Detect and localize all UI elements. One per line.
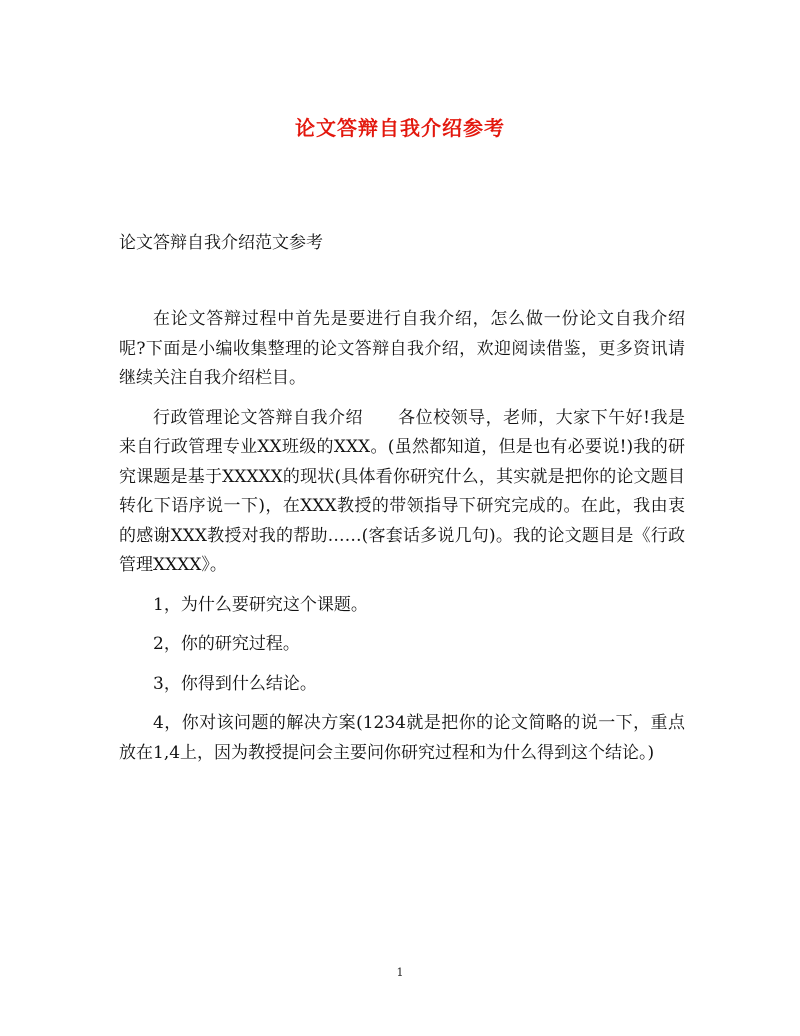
list-item: 1，为什么要研究这个课题。 bbox=[153, 594, 368, 615]
page-number: 1 bbox=[396, 966, 404, 979]
list-item: 3，你得到什么结论。 bbox=[153, 673, 317, 694]
list-item: 2，你的研究过程。 bbox=[153, 634, 300, 654]
list-item: 4，你对该问题的解决方案(1234就是把你的论文简略的说一下，重点放在1,4上，因为教授提问会主要问你研究过程和为什么得到这个结论。) bbox=[119, 713, 685, 763]
document-subtitle: 论文答辩自我介绍范文参考 bbox=[119, 233, 323, 253]
document-title: 论文答辩自我介绍参考 bbox=[295, 116, 505, 140]
self-introduction-paragraph: 行政管理论文答辩自我介绍 各位校领导，老师，大家下午好!我是来自行政管理专业XX班级的XXX。(虽然都知道，但是也有必要说!)我的研究课题是基于XXXXX的现状(具体看你研究什么，其实就是把你的论文题目转化下语序说一下)，在XXX教授的带领指导下研究完成的。在此，我由衷的感谢XXX教授对我的帮助……(客套话多说几句)。我的论文题目是《行政管理XXXX》。 bbox=[119, 407, 685, 575]
intro-paragraph: 在论文答辩过程中首先是要进行自我介绍，怎么做一份论文自我介绍呢?下面是小编收集整理的论文答辩自我介绍，欢迎阅读借鉴，更多资讯请继续关注自我介绍栏目。 bbox=[119, 309, 685, 388]
document-body bbox=[119, 305, 685, 778]
